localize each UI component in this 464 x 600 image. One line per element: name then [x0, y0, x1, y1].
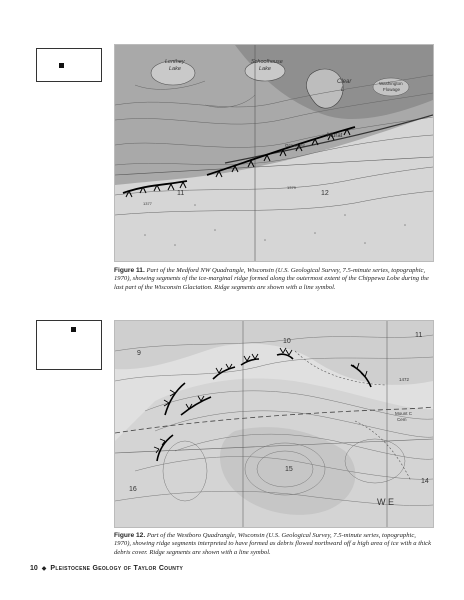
- map-label: 10: [283, 338, 291, 345]
- map-label: 11: [415, 332, 423, 339]
- figure11-locator-map: [36, 48, 102, 82]
- map-label: 14: [421, 478, 429, 485]
- figure12-locator-map: [36, 320, 102, 370]
- figure12-caption-text: Part of the Westboro Quadrangle, Wisconsin (U.S. Geological Survey, 7.5-minute series, topographic, 1970), showing ridge segments interpreted to have formed as debris flowed northward off a high area of ice with a thick debris cover. Ridge segments are shown with a line symbol.: [114, 532, 432, 556]
- map-label: Mount C: [395, 411, 413, 416]
- map-label: Flowage: [383, 87, 401, 92]
- map-label: W E: [377, 497, 394, 507]
- map-label: 9: [137, 350, 141, 357]
- map-label: 15: [285, 466, 293, 473]
- running-title: Pleistocene Geology of Taylor County: [50, 565, 184, 572]
- map-label: Lake: [259, 66, 271, 72]
- figure12-label: Figure 12.: [114, 532, 146, 539]
- map-label: Lake: [169, 66, 181, 72]
- map-label: 11: [177, 190, 185, 197]
- map-label: Cem: [397, 417, 407, 422]
- footer-separator: ◆: [41, 566, 47, 572]
- map-label: L: [341, 87, 345, 93]
- figure11-topographic-map: [114, 44, 434, 262]
- map-label: 1377: [143, 201, 152, 206]
- map-label: 16: [129, 486, 137, 493]
- map-label: Gravel Pit: [285, 143, 305, 148]
- map-label: 1472: [399, 377, 410, 382]
- map-label: Lenthey: [165, 59, 185, 65]
- figure11-caption-text: Part of the Medford NW Quadrangle, Wisconsin (U.S. Geological Survey, 7.5-minute series, topographic, 1970), showing segments of the ice-marginal ridge formed along the outermost extent of the Chippewa Lobe during the last part of the Wisconsin Glaciation. Ridge segments are shown with a line symbol.: [114, 267, 429, 291]
- figure11-locator-marker: [59, 63, 64, 68]
- map-label: Washington: [379, 81, 403, 86]
- map-label: 1379: [287, 185, 296, 190]
- figure12-caption: [114, 532, 434, 557]
- map-label: 12: [321, 190, 329, 197]
- map-label: Murat: [327, 133, 343, 139]
- map-label: Clear: [337, 79, 352, 85]
- map-label: Schoolhouse: [251, 59, 283, 65]
- figure12-locator-marker: [71, 327, 76, 332]
- page-number: 10: [30, 565, 38, 572]
- figure11-label: Figure 11.: [114, 267, 145, 274]
- figure12-topographic-map: [114, 320, 434, 528]
- page-footer: [30, 565, 183, 572]
- figure11-caption: [114, 267, 434, 292]
